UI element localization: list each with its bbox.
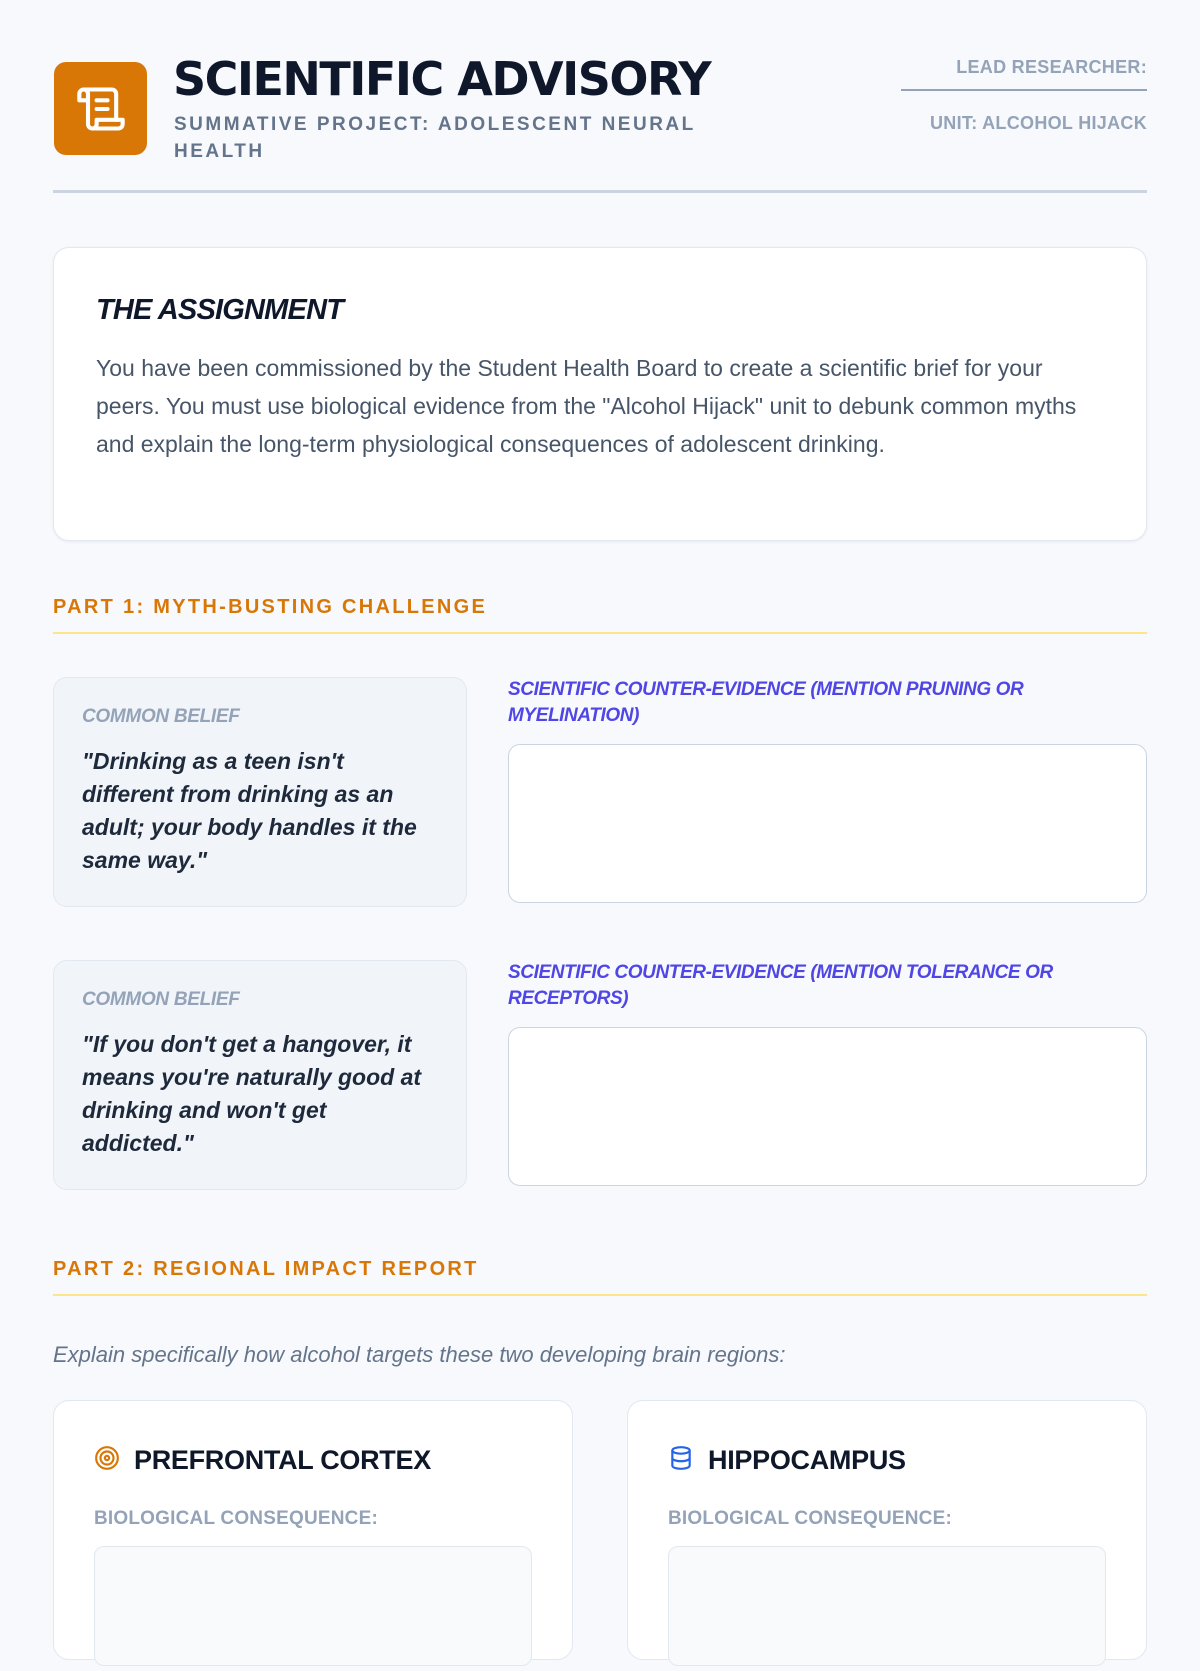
- counter-evidence-input-1[interactable]: [508, 744, 1147, 903]
- assignment-heading: THE ASSIGNMENT: [96, 294, 344, 326]
- page-title: SCIENTIFIC ADVISORY: [173, 52, 711, 106]
- counter-evidence-label: SCIENTIFIC COUNTER-EVIDENCE (MENTION PRUNING OR MYELINATION): [508, 679, 1024, 726]
- assignment-body: You have been commissioned by the Student Health Board to create a scientific brief for your peers. You must use biological evidence from the "Alcohol Hijack" unit to debunk common myths and explain the long-term physiological consequences of adolescent drinking.: [96, 355, 1077, 457]
- region-header: [668, 1445, 1106, 1476]
- belief-label: COMMON BELIEF: [82, 989, 240, 1010]
- region-title: HIPPOCAMPUS: [708, 1445, 906, 1475]
- header-meta: [897, 55, 1147, 134]
- page-subtitle: SUMMATIVE PROJECT: ADOLESCENT NEURAL HEALTH: [174, 114, 696, 162]
- myth-card-1: [53, 677, 467, 907]
- lead-researcher-line[interactable]: [901, 89, 1147, 91]
- database-icon: [668, 1445, 694, 1476]
- region-title: PREFRONTAL CORTEX: [134, 1445, 431, 1475]
- counter-evidence-input-2[interactable]: [508, 1027, 1147, 1186]
- region-header: [94, 1445, 532, 1476]
- hippocampus-consequence-input[interactable]: [668, 1546, 1106, 1666]
- part2-heading-text: PART 2: REGIONAL IMPACT REPORT: [53, 1258, 479, 1280]
- region-label: BIOLOGICAL CONSEQUENCE:: [668, 1508, 952, 1529]
- part2-heading: [53, 1258, 1147, 1296]
- unit-label: UNIT: ALCOHOL HIJACK: [930, 113, 1147, 133]
- belief-quote: "If you don't get a hangover, it means you're naturally good at drinking and won't get addicted.": [82, 1031, 422, 1156]
- part2-instruction: Explain specifically how alcohol targets these two developing brain regions:: [53, 1342, 786, 1367]
- myth-card-2: [53, 960, 467, 1190]
- target-icon: [94, 1445, 120, 1476]
- lead-researcher-label: LEAD RESEARCHER:: [956, 57, 1147, 77]
- counter-evidence-label: SCIENTIFIC COUNTER-EVIDENCE (MENTION TOLERANCE OR RECEPTORS): [508, 962, 1053, 1009]
- scroll-icon: [54, 62, 147, 155]
- prefrontal-consequence-input[interactable]: [94, 1546, 532, 1666]
- part1-heading: [53, 596, 1147, 634]
- assignment-card: [53, 247, 1147, 541]
- part1-heading-text: PART 1: MYTH-BUSTING CHALLENGE: [53, 596, 488, 618]
- belief-quote: "Drinking as a teen isn't different from drinking as an adult; your body handles it the same way.": [82, 748, 417, 873]
- belief-label: COMMON BELIEF: [82, 706, 240, 727]
- region-card-hippocampus: [627, 1400, 1147, 1660]
- region-label: BIOLOGICAL CONSEQUENCE:: [94, 1508, 378, 1529]
- header: [53, 0, 1147, 193]
- region-card-prefrontal: [53, 1400, 573, 1660]
